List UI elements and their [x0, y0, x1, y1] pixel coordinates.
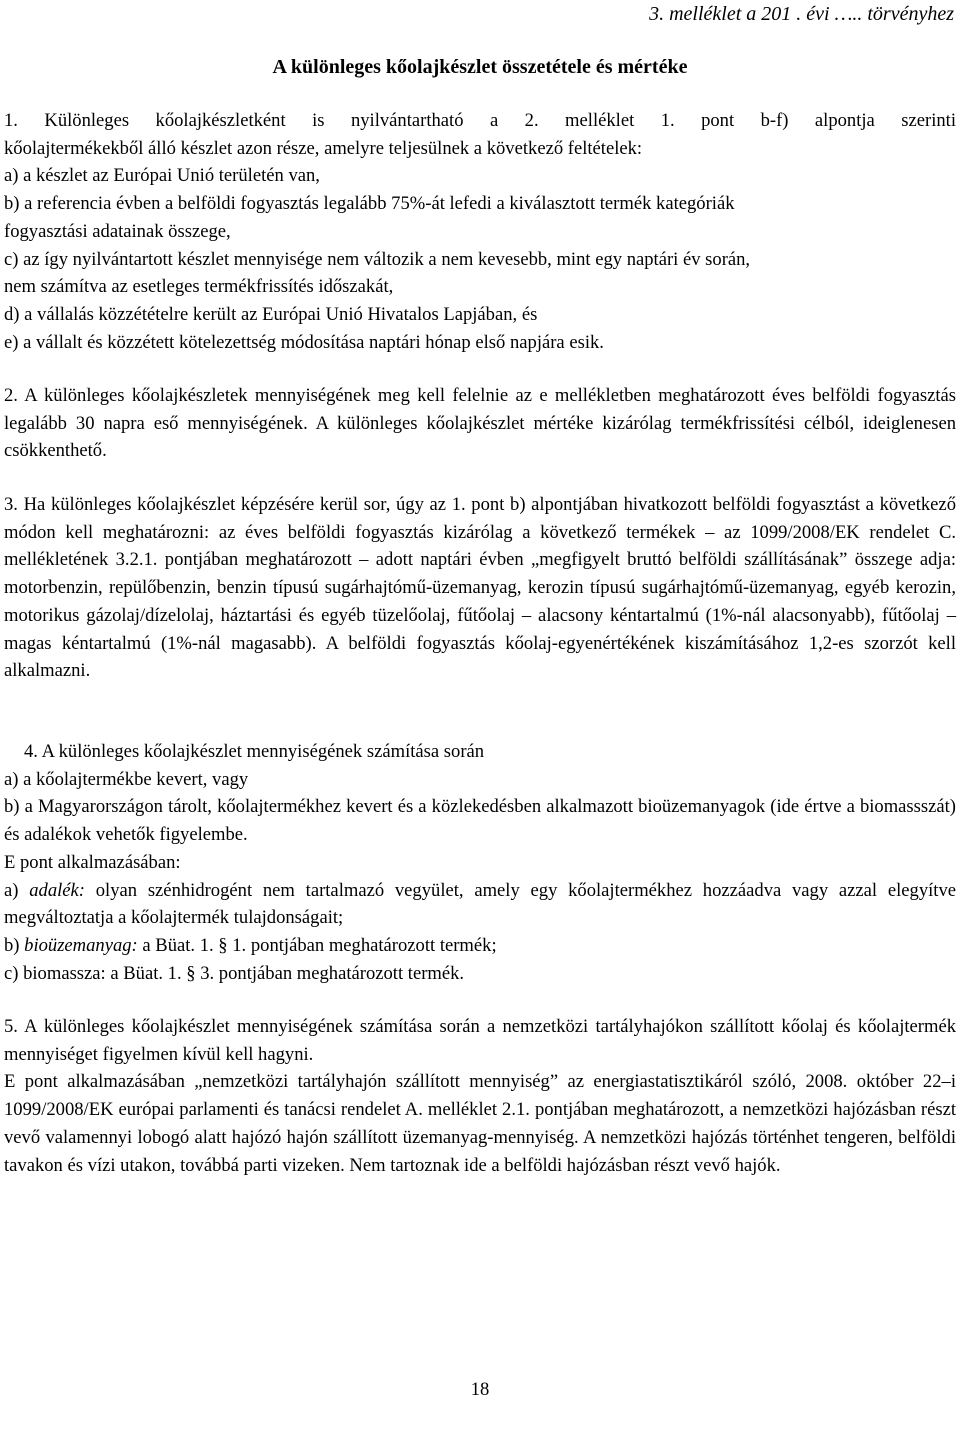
- definition-biomass: c) biomassza: a Büat. 1. § 3. pontjában meghatározott termék.: [4, 962, 465, 984]
- definition-term: adalék:: [29, 879, 85, 901]
- definition-text: olyan szénhidrogént nem tartalmazó vegyület, amely egy kőolajtermékhez hozzáadva vagy azzal elegyítve megváltoztatja a kőolajtermék tulajdonságait;: [4, 879, 957, 929]
- section-4-definitions-intro: E pont alkalmazásában:: [4, 851, 181, 873]
- section-1-item-e: e) a vállalt és közzétett kötelezettség módosítása naptári hónap első napjára esik.: [4, 331, 604, 353]
- annex-reference: 3. melléklet a 201 . évi ….. törvényhez: [649, 3, 954, 25]
- section-4-heading: 4. A különleges kőolajkészlet mennyiségének számítása során: [24, 741, 485, 762]
- section-2: 2. A különleges kőolajkészletek mennyiségének meg kell felelnie az e mellékletben meghatározott éves belföldi fogyasztás legalább 30 napra eső mennyiségének. A különleges kőolajkészlet mértéke kizárólag termékfrissítési célból, ideiglenesen csökkenthető.: [4, 385, 956, 462]
- section-4-item-a: a) a kőolajtermékbe kevert, vagy: [4, 768, 249, 790]
- section-5: [4, 1013, 956, 1179]
- page-number: 18: [470, 1379, 490, 1400]
- section-1: [4, 107, 956, 356]
- section-1-line: fogyasztási adatainak összege,: [4, 220, 231, 242]
- definition-label: a): [4, 879, 30, 901]
- definition-text: a Büat. 1. § 1. pontjában meghatározott termék;: [137, 934, 497, 956]
- section-1-item-d: d) a vállalás közzétételre került az Európai Unió Hivatalos Lapjában, és: [4, 303, 538, 325]
- definition-term: bioüzemanyag:: [24, 934, 138, 956]
- document-page: [4, 0, 956, 1429]
- definition-label: b): [4, 934, 25, 956]
- section-1-item-a: a) a készlet az Európai Unió területén van,: [4, 165, 320, 187]
- section-1-item-b: b) a referencia évben a belföldi fogyasztás legalább 75%-át lefedi a kiválasztott termék kategóriák: [4, 193, 735, 215]
- section-1-line: kőolajtermékekből álló készlet azon része, amelyre teljesülnek a következő feltételek:: [4, 137, 643, 159]
- section-1-item-c: c) az így nyilvántartott készlet mennyisége nem változik a nem kevesebb, mint egy naptári év során,: [4, 248, 751, 270]
- section-4: [4, 738, 956, 987]
- section-1-line: nem számítva az esetleges termékfrissítés időszakát,: [4, 276, 394, 298]
- definition-biofuel: [4, 932, 956, 960]
- section-3: 3. Ha különleges kőolajkészlet képzésére kerül sor, úgy az 1. pont b) alpontjában hivatkozott belföldi fogyasztást a következő módon kell meghatározni: az éves belföldi fogyasztás kizárólag a következő termékek – az 1099/2008/EK rendelet C. mellékletének 3.2.1. pontjában meghatározott – adott naptári évben „megfigyelt bruttó belföldi szállításának” összege adja: motorbenzin, repülőbenzin, benzin típusú sugárhajtómű-üzemanyag, kerozin típusú sugárhajtómű-üzemanyag, egyéb kerozin, motorikus gázolaj/dízelolaj, háztartási és egyéb tüzelőolaj, fűtőolaj – alacsony kéntartalmú (1%-nál alacsonyabb), fűtőolaj – magas kéntartalmú (1%-nál magasabb). A belföldi fogyasztás kőolaj-egyenértékének kiszámításához 1,2-es szorzót kell alkalmazni.: [4, 494, 956, 682]
- section-5-definition: E pont alkalmazásában „nemzetközi tartályhajón szállított mennyiség” az energiastatisztikáról szóló, 2008. október 22–i 1099/2008/EK európai parlamenti és tanácsi rendelet A. melléklet 2.1. pontjában meghatározott, a nemzetközi hajózásban részt vevő valamennyi lobogó alatt hajózó hajón szállított üzemanyag-mennyiség. A nemzetközi hajózás történhet tengeren, belföldi tavakon és vízi utakon, továbbá parti vizeken. Nem tartoznak ide a belföldi hajózásban részt vevő hajók.: [4, 1071, 956, 1176]
- document-title: A különleges kőolajkészlet összetétele és mértéke: [272, 56, 688, 78]
- definition-additive: [4, 877, 956, 932]
- section-5-text: 5. A különleges kőolajkészlet mennyiségének számítása során a nemzetközi tartályhajókon szállított kőolaj és kőolajtermék mennyiséget figyelmen kívül kell hagyni.: [4, 1016, 956, 1065]
- section-4-item-b: b) a Magyarországon tárolt, kőolajtermékhez kevert és a közlekedésben alkalmazott bioüzemanyagok (ide értve a biomassszát) és adalékok vehetők figyelembe.: [4, 796, 956, 846]
- section-1-line: 1. Különleges kőolajkészletként is nyilvántartható a 2. melléklet 1. pont b-f) alpontja szerinti: [4, 110, 956, 131]
